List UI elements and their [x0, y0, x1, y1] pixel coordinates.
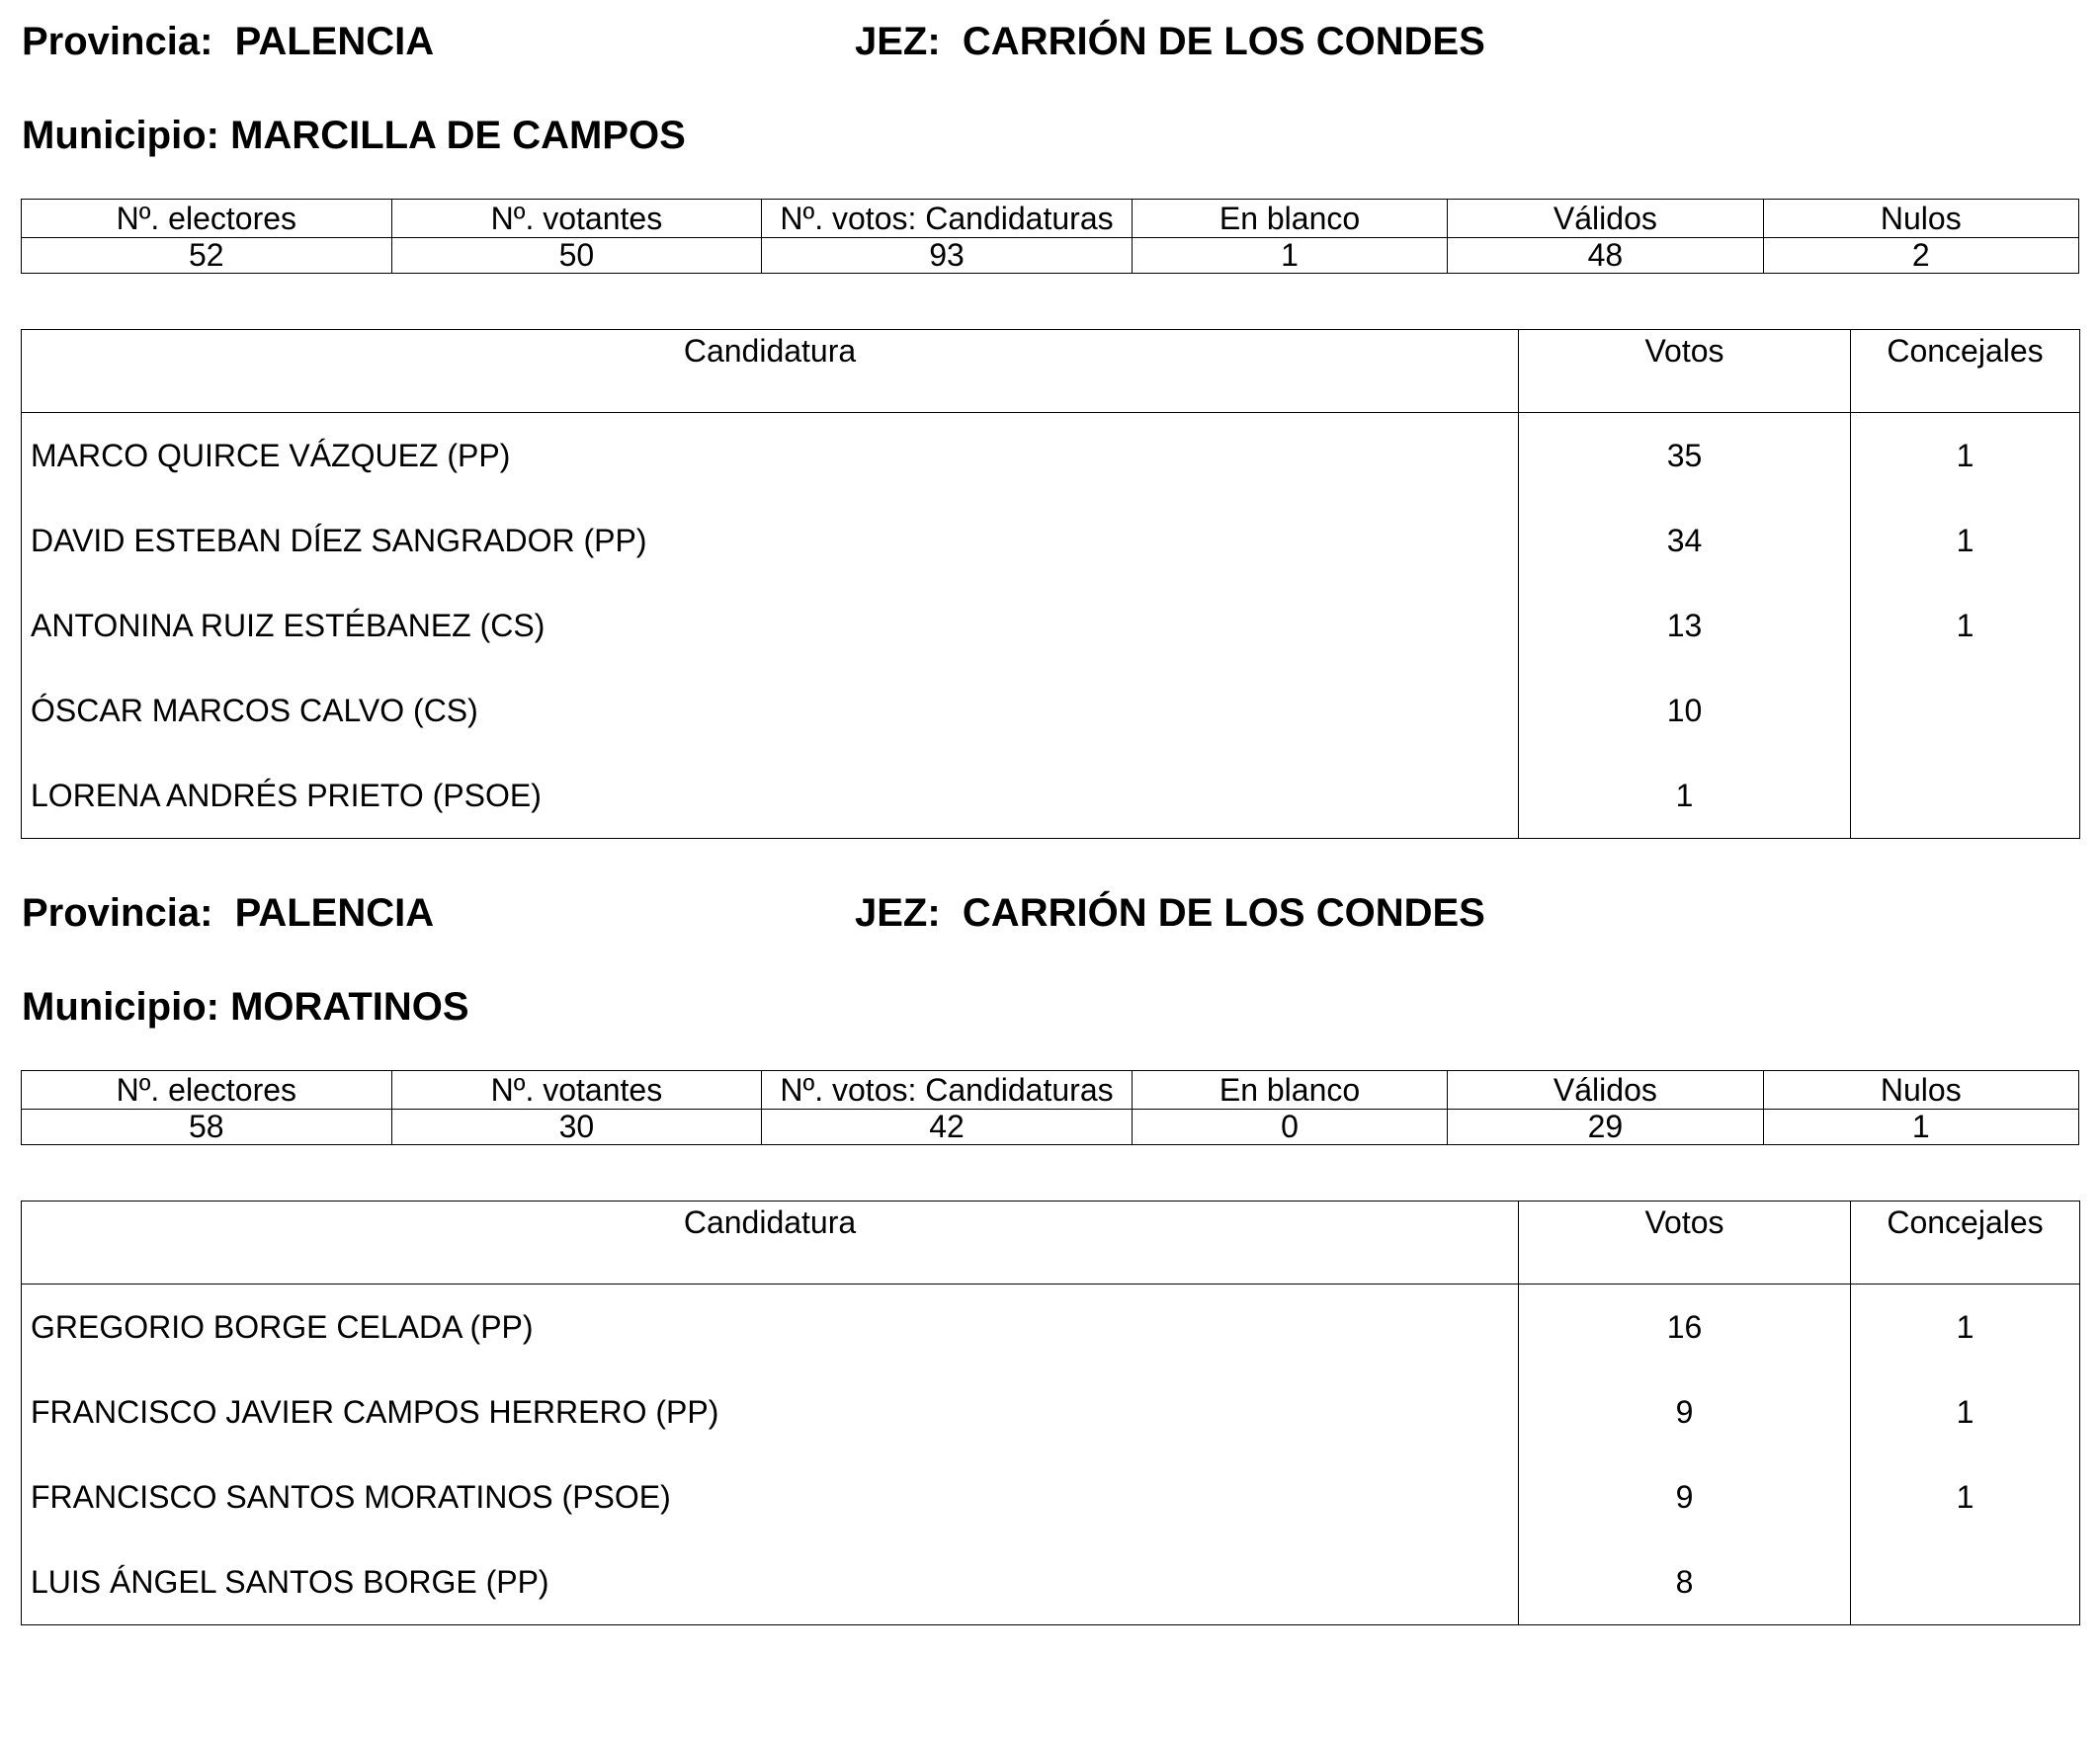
table-row: [22, 583, 2080, 668]
candidates-table: [21, 1201, 2080, 1625]
summary-header-cell: Nº. votos: Candidaturas: [762, 1071, 1133, 1110]
summary-header-cell: Válidos: [1448, 1071, 1763, 1110]
candidate-name: LORENA ANDRÉS PRIETO (PSOE): [22, 753, 1519, 839]
table-row: [22, 1285, 2080, 1370]
candidate-votos: 10: [1519, 668, 1851, 753]
candidates-header-cell: Concejales: [1851, 1202, 2080, 1285]
candidate-votos: 34: [1519, 498, 1851, 583]
summary-header-cell: Nº. electores: [22, 200, 392, 238]
table-row: [22, 668, 2080, 753]
summary-header-cell: Nº. votantes: [391, 200, 762, 238]
summary-header-row: [22, 200, 2079, 238]
summary-header-cell: En blanco: [1132, 200, 1447, 238]
candidate-votos: 9: [1519, 1369, 1851, 1454]
candidate-votos: 8: [1519, 1539, 1851, 1625]
candidate-concejales: [1851, 668, 2080, 753]
summary-header-cell: Nulos: [1763, 200, 2078, 238]
summary-value-row: [22, 238, 2079, 274]
candidate-name: FRANCISCO JAVIER CAMPOS HERRERO (PP): [22, 1369, 1519, 1454]
provincia-heading: [22, 891, 434, 935]
provincia-label: Provincia:: [22, 891, 213, 935]
candidate-concejales: [1851, 1539, 2080, 1625]
candidate-name: FRANCISCO SANTOS MORATINOS (PSOE): [22, 1454, 1519, 1539]
municipio-value: MORATINOS: [230, 985, 469, 1029]
table-row: [22, 1454, 2080, 1539]
candidate-name: GREGORIO BORGE CELADA (PP): [22, 1285, 1519, 1370]
summary-header-cell: En blanco: [1132, 1071, 1447, 1110]
table-row: [22, 498, 2080, 583]
candidates-header-cell: Votos: [1519, 1202, 1851, 1285]
summary-table: [21, 199, 2079, 274]
provincia-value: PALENCIA: [234, 20, 435, 63]
summary-header-row: [22, 1071, 2079, 1110]
municipio-value: MARCILLA DE CAMPOS: [230, 114, 686, 157]
table-row: [22, 753, 2080, 839]
municipio-label: Municipio:: [22, 114, 219, 157]
candidate-name: LUIS ÁNGEL SANTOS BORGE (PP): [22, 1539, 1519, 1625]
summary-value-cell: 2: [1763, 238, 2078, 274]
table-row: [22, 1539, 2080, 1625]
candidate-concejales: [1851, 753, 2080, 839]
candidates-header-cell: Candidatura: [22, 330, 1519, 413]
municipio-section: [0, 0, 2100, 870]
summary-value-cell: 48: [1448, 238, 1763, 274]
summary-value-cell: 29: [1448, 1110, 1763, 1145]
summary-value-cell: 58: [22, 1110, 392, 1145]
jez-label: JEZ:: [855, 20, 941, 63]
summary-value-cell: 1: [1132, 238, 1447, 274]
summary-value-cell: 0: [1132, 1110, 1447, 1145]
provincia-value: PALENCIA: [234, 891, 435, 935]
candidate-name: ÓSCAR MARCOS CALVO (CS): [22, 668, 1519, 753]
jez-value: CARRIÓN DE LOS CONDES: [962, 20, 1485, 63]
summary-value-cell: 1: [1763, 1110, 2078, 1145]
candidate-concejales: 1: [1851, 583, 2080, 668]
candidates-header-row: [22, 330, 2080, 413]
candidate-concejales: 1: [1851, 1369, 2080, 1454]
candidate-votos: 16: [1519, 1285, 1851, 1370]
candidates-table: [21, 329, 2080, 839]
summary-value-cell: 30: [391, 1110, 762, 1145]
jez-label: JEZ:: [855, 891, 941, 935]
candidates-header-cell: Concejales: [1851, 330, 2080, 413]
candidates-header-row: [22, 1202, 2080, 1285]
candidates-header-cell: Candidatura: [22, 1202, 1519, 1285]
municipio-heading: [22, 114, 686, 157]
summary-header-cell: Válidos: [1448, 200, 1763, 238]
provincia-label: Provincia:: [22, 20, 213, 63]
candidate-votos: 13: [1519, 583, 1851, 668]
candidate-concejales: 1: [1851, 413, 2080, 499]
summary-value-row: [22, 1110, 2079, 1145]
municipio-heading: [22, 985, 469, 1029]
candidate-concejales: 1: [1851, 1454, 2080, 1539]
summary-table: [21, 1070, 2079, 1145]
table-row: [22, 413, 2080, 499]
candidate-name: ANTONINA RUIZ ESTÉBANEZ (CS): [22, 583, 1519, 668]
summary-value-cell: 52: [22, 238, 392, 274]
candidate-votos: 1: [1519, 753, 1851, 839]
jez-value: CARRIÓN DE LOS CONDES: [962, 891, 1485, 935]
summary-value-cell: 93: [762, 238, 1133, 274]
municipio-label: Municipio:: [22, 985, 219, 1029]
table-row: [22, 1369, 2080, 1454]
candidate-name: DAVID ESTEBAN DÍEZ SANGRADOR (PP): [22, 498, 1519, 583]
summary-header-cell: Nulos: [1763, 1071, 2078, 1110]
candidate-name: MARCO QUIRCE VÁZQUEZ (PP): [22, 413, 1519, 499]
jez-heading: [855, 20, 1485, 63]
summary-header-cell: Nº. electores: [22, 1071, 392, 1110]
candidates-header-cell: Votos: [1519, 330, 1851, 413]
candidate-votos: 9: [1519, 1454, 1851, 1539]
jez-heading: [855, 891, 1485, 935]
municipio-section: [0, 871, 2100, 1741]
summary-header-cell: Nº. votos: Candidaturas: [762, 200, 1133, 238]
summary-value-cell: 42: [762, 1110, 1133, 1145]
summary-value-cell: 50: [391, 238, 762, 274]
provincia-heading: [22, 20, 434, 63]
candidate-concejales: 1: [1851, 1285, 2080, 1370]
candidate-concejales: 1: [1851, 498, 2080, 583]
candidate-votos: 35: [1519, 413, 1851, 499]
summary-header-cell: Nº. votantes: [391, 1071, 762, 1110]
